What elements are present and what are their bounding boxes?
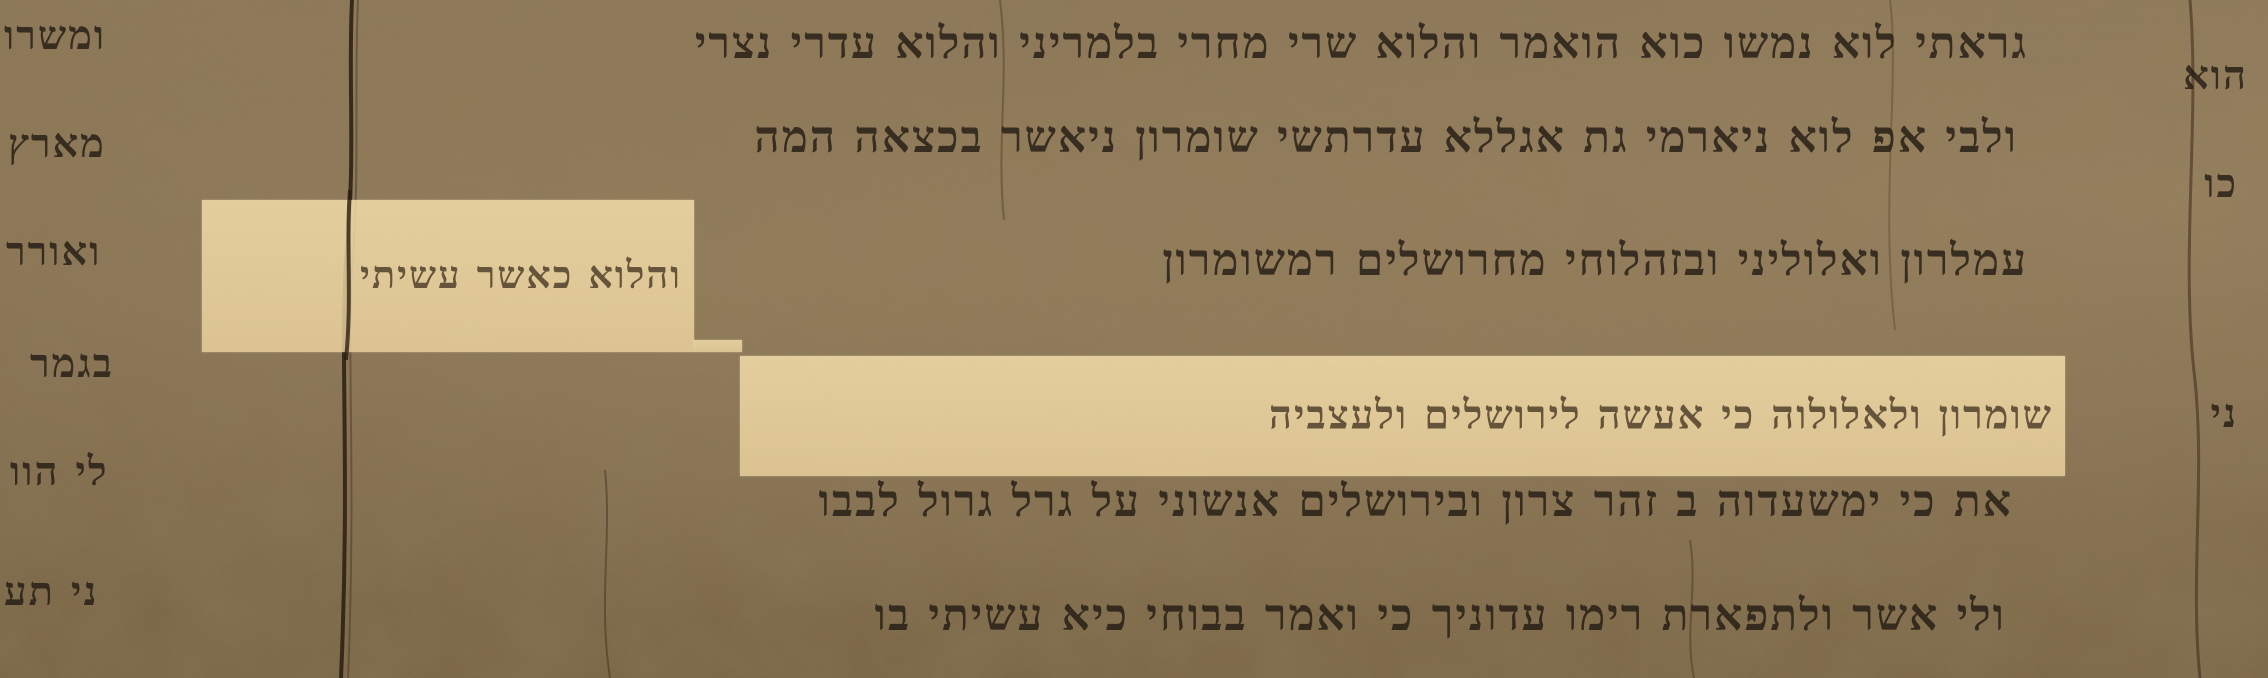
scroll-line-6: ולי אשר ולתפארת רימו עדוניך כי ואמר בבוחי כיא עשיתי בו — [874, 590, 2006, 641]
highlight-text-1: והלוא כאשר עשיתי — [360, 252, 682, 298]
scroll-line-5: את כי ימשעדוה ב זהר צרון ובירושלים אנשוני על גרל גרול לבבו — [818, 476, 2013, 527]
left-column-line-2: מארץ — [8, 120, 106, 167]
right-column-line-2: כו — [2204, 160, 2238, 207]
left-column-line-4: בגמר — [30, 340, 114, 387]
left-column-line-6: ני תע — [4, 568, 99, 615]
left-column-line-5: לי הוו — [10, 448, 109, 495]
left-column-line-3: ואורר — [6, 228, 102, 275]
scroll-line-3: עמלרון ואלוליני ובזהלוחי מחרושלים רמשומרון — [1162, 235, 2028, 286]
right-column-line-1: הוא — [2183, 52, 2248, 99]
highlight-text-2: שומרון ולאלולוה כי אעשה לירושלים ולעצביה — [1268, 391, 2053, 439]
left-column-line-1: ומשרו — [4, 12, 107, 59]
scroll-line-1: גראתי לוא נמשו כוא הואמר והלוא שרי מחרי בלמריני והלוא עדרי נצרי — [694, 18, 2028, 69]
scroll-line-2: ולבי אפ לוא ניארמי גת אגללא עדרתשי שומרון ניאשר בכצאה המה — [754, 112, 2018, 163]
right-column-line-4: ני — [2210, 390, 2238, 437]
